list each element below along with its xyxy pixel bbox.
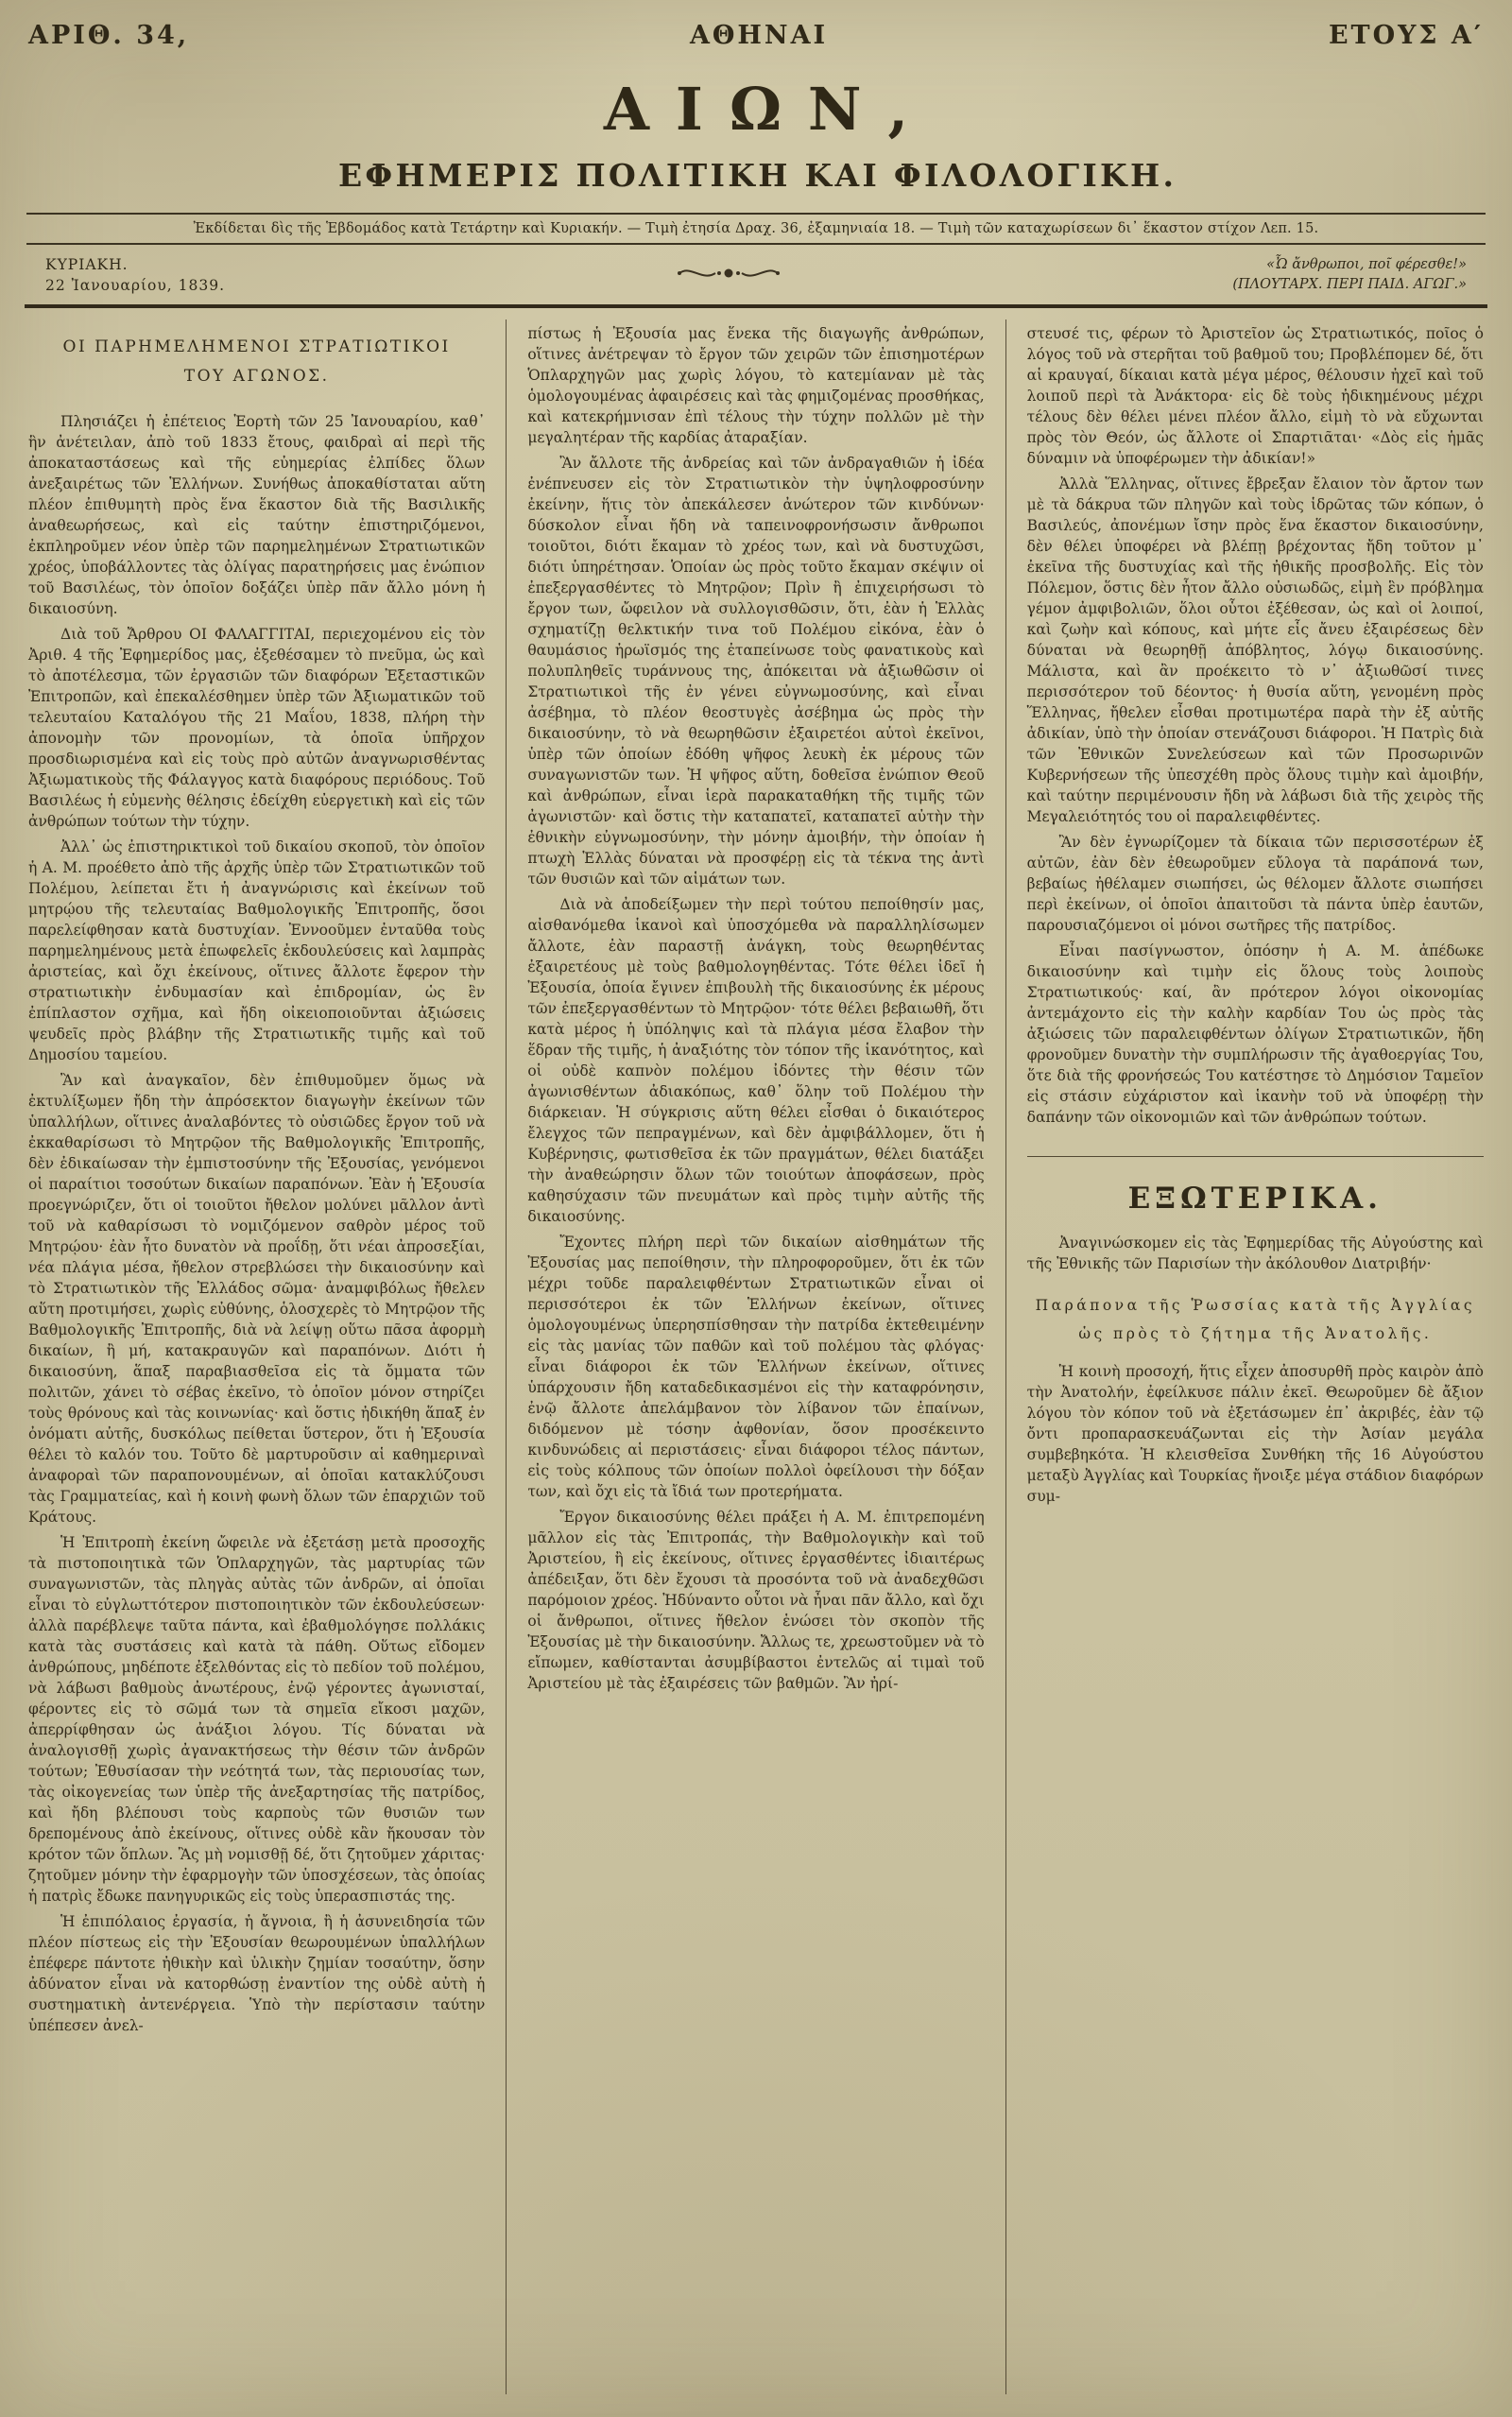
fleuron-ornament-icon	[672, 263, 785, 287]
divider-rule-heavy	[25, 304, 1487, 308]
paragraph-continuation: πίστως ἡ Ἐξουσία μας ἕνεκα τῆς διαγωγῆς ἀνθρώπων, οἵτινες ἀνέτρεψαν τὸ ἔργον τῶν χειρῶν τῶν ἐπισημοτέρων Ὁπλαρχηγῶν μας χωρὶς λόγου, τὸ κατεμίαναν μὲ τὰς ὁμολογουμένας ἀφαιρέσεις καὶ τὰς φημιζομένας προσθήκας, καὶ κατεκρήμνισαν ἐπὶ τέλους τὴν τύχην πολλῶν μὲ τὴν μεγαλητέραν τῆς καρδίας ἀταραξίαν.	[527, 324, 985, 446]
paragraph: Ἂν δὲν ἐγνωρίζομεν τὰ δίκαια τῶν περισσοτέρων ἐξ αὐτῶν, ἐὰν δὲν ἐθεωροῦμεν εὔλογα τὰ παράπονά των, βεβαίως ἠθέλαμεν σιωπήσει, ὡς θέλομεν ἄλλοτε σιωπήσει περὶ ἐκείνων, οἱ ὁποῖοι ἀπαιτοῦσι τὰ πάντα ὑπὲρ ἑαυτῶν, παρουσιαζόμενοι οἱ μόνοι σωτῆρες τῆς πατρίδος.	[1026, 833, 1484, 934]
paragraph: Ἔχοντες πλήρη περὶ τῶν δικαίων αἰσθημάτων τῆς Ἐξουσίας μας πεποίθησιν, τὴν πληροφοροῦμεν, ὅτι ἐκ τῶν μέχρι τοῦδε παραλειφθέντων Στρατιωτικῶν εἶναι οἱ περισσότεροι ἐκ τῶν Ἑλλήνων ἐκείνων, οἵτινες ὁμολογουμένως ὑπερησπίσθησαν τὴν πατρίδα ἐκτεθειμένην εἰς τὰς μανίας τῶν παθῶν καὶ τοῦ πολέμου τὰς φλόγας· εἶναι διάφοροι ἐκ τῶν Ἑλλήνων ἐκείνων, οἵτινες ὑπάρχουσιν ἤδη καταδεδικασμένοι εἰς τὴν καταφρόνησιν, ἐνῷ ἄλλοτε ἀπελάμβανον τὸν λίβανον τῶν ἐπαίνων, διδόμενον μὲ τόσην ἀφθονίαν, ὅσον προσέκειντο κινδυνώδεις αἱ περιστάσεις· εἶναι διάφοροι τέλος πάντων, εἰς τοὺς κόλπους τῶν ὁποίων πολλοὶ ὀφείλουσι τὴν δόξαν των, καὶ ὄχι εἰς τὰ ἴδιά των προτερήματα.	[527, 1233, 985, 1500]
paragraph: Ἔργον δικαιοσύνης θέλει πράξει ἡ Α. Μ. ἐπιτρεπομένη μᾶλλον εἰς τὰς Ἐπιτροπάς, τὴν Βαθμολογικὴν καὶ τοῦ Ἀριστείου, ἢ εἰς ἐκείνους, οἵτινες ἐργασθέντες ἰδιαιτέρως ἀπέδειξαν, ὅτι δὲν ἔχουσι τὰ προσόντα τοῦ νὰ ἀναδεχθῶσι παρόμοιον χρέος. Ἠδύναντο οὗτοι νὰ ἦναι πᾶν ἄλλο, καὶ ὄχι οἱ ἄνθρωποι, οἵτινες ἤθελον ἑνώσει τὸν σκοπὸν τῆς Ἐξουσίας μὲ τὴν δικαιοσύνην. Ἄλλως τε, χρεωστοῦμεν νὰ τὸ εἴπωμεν, καθίστανται ἀσυμβίβαστοι ἐντελῶς αἱ τιμαὶ τοῦ Ἀριστείου μὲ τὰς ἐξαιρέσεις τῶν βαθμῶν. Ἂν ἠρί-	[527, 1508, 985, 1692]
masthead-subtitle: ΕΦΗΜΕΡΙΣ ΠΟΛΙΤΙΚΗ ΚΑΙ ΦΙΛΟΛΟΓΙΚΗ.	[337, 157, 1177, 194]
paragraph: Διὰ νὰ ἀποδείξωμεν τὴν περὶ τούτου πεποίθησίν μας, αἰσθανόμεθα ἱκανοὶ καὶ ὑποσχόμεθα νὰ παραλληλίσωμεν ἄλλοτε, ἐὰν παραστῇ ἀνάγκη, τοὺς θεωρηθέντας ἐξαιρετέους μὲ τοὺς βαθμολογηθέντας. Τότε θέλει ἰδεῖ ἡ Ἐξουσία, ὁποία ἔγινεν ἐπιβουλὴ τῆς δικαιοσύνης ἐκ μέρους τῶν ἐπεξεργασθέντων τὸ Μητρῷον· τότε θέλει βεβαιωθῆ, ὅτι κατὰ μέρος ἡ ὑπόληψις καὶ τὰ πλάγια μέσα ἔλαβον τὴν ἕδραν τῆς τιμῆς, ἡ ἀναξιότης τὸν τόπον τῆς ἱκανότητος, καὶ οἱ οὐδὲ καπνὸν πολέμου ἰδόντες τὴν θέσιν τῶν ἀγωνισθέντων ἀδιακόπως, καθ᾽ ὅλην τοῦ Πολέμου τὴν διάρκειαν. Ἡ σύγκρισις αὕτη θέλει εἶσθαι ὁ δικαιότερος ἔλεγχος τῶν πεπραγμένων, καὶ δὲν ἀμφιβάλλομεν, ὅτι ἡ Κυβέρνησις, φωτισθεῖσα ἐκ τῶν πραγμάτων, θέλει διατάξει τὴν ἀναθεώρησιν ὅλων τῶν τοιούτων ἀποφάσεων, πρὸς καθησύχασιν τῶν πνευμάτων καὶ πρὸς τιμὴν αὐτῆς τῆς δικαιοσύνης.	[527, 895, 985, 1225]
issue-day: ΚΥΡΙΑΚΗ.	[45, 256, 129, 273]
divider-rule-top	[26, 213, 1486, 215]
section-divider-rule	[1027, 1156, 1484, 1157]
paragraph: Ἡ κοινὴ προσοχή, ἥτις εἶχεν ἀποσυρθῆ πρὸς καιρὸν ἀπὸ τὴν Ἀνατολήν, ἐφείλκυσε πάλιν ἐκεῖ. Θεωροῦμεν δὲ ἄξιον λόγου τὸν κόπον τοῦ νὰ ἐξετάσωμεν ἐπ᾽ ἀκριβές, ἐὰν τῷ ὄντι προπαρασκευάζωνται εἰς τὴν Ἀσίαν μεγάλα συμβεβηκότα. Ἡ κλεισθεῖσα Συνθήκη τῆς 16 Αὐγούστου μεταξὺ Ἀγγλίας καὶ Τουρκίας ἤνοιξε μέγα στάδιον διαφόρων συμ-	[1026, 1363, 1484, 1506]
column-1	[23, 319, 506, 2394]
divider-rule-mid	[26, 243, 1486, 245]
masthead	[23, 15, 1489, 308]
paragraph: Εἶναι πασίγνωστον, ὁπόσην ἡ Α. Μ. ἀπέδωκε δικαιοσύνην καὶ τιμὴν εἰς ὅλους τοὺς λοιποὺς Στρατιωτικούς· καί, ἂν πρότερον λόγοι οἰκονομίας ἀντεμάχοντο εἰς τὴν καλὴν καρδίαν Του ὡς πρὸς τὰς ἀξιώσεις τῶν παραλειφθέντων ὀλίγων Στρατιωτικῶν, ἤδη φρονοῦμεν δυνατὴν τὴν συμπλήρωσιν τῆς ἀγαθοεργίας Του, ὅτε διὰ τῆς φρονήσεώς Του κατέστησε τὸ Δημόσιον Ταμεῖον εἰς στάσιν εὐχάριστον καὶ ἱκανὴν τοῦ νὰ ὑποφέρῃ τὴν δαπάνην τῶν οἰκονομιῶν καὶ τῶν ἀνθρώπων τούτων.	[1026, 941, 1484, 1126]
masthead-top-row	[23, 15, 1489, 50]
paragraph: Ἂν ἄλλοτε τῆς ἀνδρείας καὶ τῶν ἀνδραγαθιῶν ἡ ἰδέα ἐνέπνευσεν εἰς τὸν Στρατιωτικὸν τὴν ὑψηλοφροσύνην ἐκείνην, ἥτις τὸν ἀπεκάλεσεν ἀνώτερον τῶν κινδύνων· δύσκολον εἶναι ἤδη νὰ ταπεινοφρονήσωσιν ἄνθρωποι τοιοῦτοι, διότι ἔκαμαν τὸ χρέος των, καὶ νὰ δυστυχῶσι, διότι ὑπηρέτησαν. Ὁποίαν ὡς πρὸς τοῦτο ἔκαμαν σκέψιν οἱ ἐπεξεργασθέντες τὸ Μητρῷον; Πρὶν ἢ ἐπιχειρήσωσι τὸ ἔργον των, ὤφειλον νὰ συλλογισθῶσιν, ὅτι, ἐὰν ἡ Ἑλλὰς σχηματίζῃ θελκτικήν τινα τοῦ Πολέμου εἰκόνα, ἐὰν ὁ θαυμάσιος ἡρωϊσμός της ἐταπείνωσε τοὺς φανατικοὺς καὶ πολυπληθεῖς τυράννους της, ἀπόκειται νὰ ἀξιωθῶσιν οἱ Στρατιωτικοὶ τῆς ἐν γένει εὐγνωμοσύνης, καὶ εἶναι ἀσέβημα, τὸ πλέον θεοστυγὲς ἀσέβημα ὡς πρὸς τὴν δικαιοσύνην, τὸ νὰ θεωρηθῶσιν ἐξαιρετέοι αὐτοὶ ἐκεῖνοι, ὑπὲρ τῶν ὁποίων ἐδόθη ψῆφος λευκὴ ἐκ μέρους τῶν συναγωνιστῶν των. Ἡ ψῆφος αὕτη, δοθεῖσα ἐνώπιον Θεοῦ καὶ ἀνθρώπων, εἶναι ἱερὰ παρακαταθήκη τῆς τιμῆς τῶν ἀγωνιστῶν· καὶ ὅστις τὴν καταπατεῖ, καταπατεῖ αὐτὴν τὴν ἐθνικὴν εὐγνωμοσύνην, τὴν μόνην ἀμοιβήν, τὴν ὁποίαν ἡ πτωχὴ Ἑλλὰς δύναται νὰ προσφέρῃ εἰς τὰ τέκνα της ἀντὶ τῶν θυσιῶν καὶ τῶν αἱμάτων των.	[527, 454, 985, 888]
paragraph-continuation: στευσέ τις, φέρων τὸ Ἀριστεῖον ὡς Στρατιωτικός, ποῖος ὁ λόγος τοῦ νὰ στερῆται τοῦ βαθμοῦ του; Προβλέπομεν δέ, ὅτι αἱ κραυγαί, δίκαιαι κατὰ μέγα μέρος, θέλουσιν ἠχεῖ καὶ τοῦ λοιποῦ περὶ τὰ Ἀνάκτορα· εἰς δὲ τοὺς ἠδικημένους μέχρι τέλους δὲν θέλει μένει πλέον ἄλλο, εἰμὴ τὸ νὰ εὔχωνται πρὸς τὸν Θεόν, ὡς ἄλλοτε οἱ Σπαρτιᾶται· «Δὸς εἰς ἡμᾶς δύναμιν νὰ ὑποφέρωμεν τὴν ἀδικίαν!»	[1026, 324, 1484, 467]
dateline	[45, 254, 1467, 297]
motto-quote: «Ὦ ἄνθρωποι, ποῖ φέρεσθε!»	[1266, 256, 1467, 272]
city-name: ΑΘΗΝΑΙ	[689, 21, 829, 50]
masthead-title: ΑΙΩΝ,	[603, 75, 935, 144]
article-title: ΟΙ ΠΑΡΗΜΕΛΗΜΕΝΟΙ ΣΤΡΑΤΙΩΤΙΚΟΙ ΤΟΥ ΑΓΩΝΟΣ.	[62, 337, 451, 386]
paragraph: Ἀναγινώσκομεν εἰς τὰς Ἐφημερίδας τῆς Αὐγούστης καὶ τῆς Ἐθνικῆς τῶν Παρισίων τὴν ἀκόλουθον Διατριβήν·	[1026, 1234, 1484, 1272]
publication-info: Ἐκδίδεται δὶς τῆς Ἑβδομάδος κατὰ Τετάρτην καὶ Κυριακήν. — Τιμὴ ἐτησία Δραχ. 36, ἐξαμηνιαία 18. — Τιμὴ τῶν καταχωρίσεων δι᾽ ἕκαστον στίχον Λεπ. 15.	[193, 221, 1319, 236]
paragraph: Πλησιάζει ἡ ἐπέτειος Ἑορτὴ τῶν 25 Ἰανουαρίου, καθ᾽ ἣν ἀνέτειλαν, ἀπὸ τοῦ 1833 ἔτους, φαιδραὶ αἱ περὶ τῆς ἀποκαταστάσεως καὶ τῆς εὐημερίας ἐλπίδες ὅλων ἀνεξαιρέτως τῶν Ἑλλήνων. Συνήθως ἀποκαθίσταται αὕτη πλέον ἐπιθυμητὴ πρὸς ἕνα ἕκαστον διὰ τῆς Βασιλικῆς ἀναθεωρήσεως, καὶ εἰς ταύτην ἐπιστηριζόμενοι, ἐκπληροῦμεν νέον ὑπὲρ τῶν παρημελημένων Στρατιωτικῶν χρέος, ὑποβάλλοντες τὰς ὀλίγας παρατηρήσεις μας ἐνώπιον τοῦ Βασιλέως, τὸν ὁποῖον δοξάζει ὑπὲρ πᾶν ἄλλο μόνη ἡ δικαιοσύνη.	[28, 413, 486, 618]
paragraph: Ἡ ἐπιπόλαιος ἐργασία, ἡ ἄγνοια, ἢ ἡ ἀσυνειδησία τῶν πλέον πίστεως εἰς τὴν Ἐξουσίαν θεωρουμένων ὑπαλλήλων ἐπέφερε πάντοτε ἠθικὴν καὶ ὑλικὴν ζημίαν τοσαύτην, ὅσην ἀδύνατον εἶναι νὰ κατορθώσῃ ἐναντίον της οὐδὲ αὐτὴ ἡ συστηματικὴ ἀντενέργεια. Ὑπὸ τὴν περίστασιν ταύτην ὑπέπεσεν ἀνελ-	[28, 1913, 486, 2035]
subsection-title: Παράπονα τῆς Ῥωσσίας κατὰ τῆς Ἀγγλίας ὡς πρὸς τὸ ζήτημα τῆς Ἀνατολῆς.	[1035, 1296, 1476, 1343]
issue-date-full: 22 Ἰανουαρίου, 1839.	[45, 277, 226, 295]
paragraph: Ἀλλ᾽ ὡς ἐπιστηρικτικοὶ τοῦ δικαίου σκοποῦ, τὸν ὁποῖον ἡ Α. Μ. προέθετο ἀπὸ τῆς ἀρχῆς ὑπὲρ τῶν Στρατιωτικῶν τοῦ Πολέμου, λείπεται ἔτι ἡ ἀναγνώρισις καὶ ἐκείνων τοῦ μητρῴου τῆς τελευταίας Βαθμολογικῆς Ἐπιτροπῆς, ὅσοι παρελείφθησαν κατὰ δυστυχίαν. Ἐννοοῦμεν ἐνταῦθα τοὺς παρημελημένους μετὰ ἐπωφελεῖς ἐκδουλεύσεις καὶ λαμπρὰς ἀριστείας, καὶ ὄχι ἐκείνους, οἵτινες ἄλλοτε ἔφερον τὴν στρατιωτικὴν ἐνδυμασίαν καὶ ἐπιδρομίαν, ὡς ἓν ἐπίπλαστον σχῆμα, καὶ ἤδη οἰκειοποιοῦνται ἀξιώσεις ψευδεῖς πρὸς βλάβην τῆς Στρατιωτικῆς τιμῆς καὶ τοῦ Δημοσίου ταμείου.	[28, 838, 486, 1064]
paragraph: Διὰ τοῦ Ἄρθρου ΟΙ ΦΑΛΑΓΓΙΤΑΙ, περιεχομένου εἰς τὸν Ἀριθ. 4 τῆς Ἐφημερίδος μας, ἐξεθέσαμεν τὸ πνεῦμα, ὡς καὶ τὸ ἀποτέλεσμα, τῶν ἐργασιῶν τῶν διαφόρων Ἐξεταστικῶν Ἐπιτροπῶν, καὶ ἐπεκαλέσθημεν ὑπὲρ τῶν Ἀξιωματικῶν τοῦ τελευταίου Καταλόγου τῆς 21 Μαΐου, 1838, πλήρη τὴν ἀπονομὴν τῶν προνομίων, τὰ ὁποῖα ὑπῆρχον προσδιωρισμένα καὶ εἰς τοὺς πρὸ αὐτῶν ἀναγνωρισθέντας Ἀξιωματικοὺς τῆς Φάλαγγος κατὰ διαφόρους περιόδους. Τοῦ Βασιλέως ἡ εὐμενὴς θέλησις ἐδείχθη εὐεργετικὴ καὶ εἰς τῶν ἀνθρώπων τούτων τὴν τύχην.	[28, 626, 486, 831]
paragraph: Ἡ Ἐπιτροπὴ ἐκείνη ὤφειλε νὰ ἐξετάσῃ μετὰ προσοχῆς τὰ πιστοποιητικὰ τῶν Ὁπλαρχηγῶν, τὰς μαρτυρίας τῶν συναγωνιστῶν, τὰς πληγὰς αὐτὰς τῶν ἀνδρῶν, αἱ ὁποῖαι εἶναι τὸ εὐγλωττότερον πιστοποιητικὸν τῶν ἐκδουλεύσεων· ἀλλὰ παρέβλεψε ταῦτα πάντα, καὶ ἐβαθμολόγησε πολλάκις κατὰ τὰς συστάσεις καὶ κατὰ τὰ πάθη. Οὕτως εἴδομεν ἀνθρώπους, μηδέποτε ἐξελθόντας εἰς τὸ πεδίον τοῦ πολέμου, νὰ λάβωσι βαθμοὺς ἀνωτέρους, ἐνῷ γέροντες ἀγωνισταί, φέροντες εἰς τὸ σῶμά των τὰ σημεῖα εἴκοσι μαχῶν, ἀπερρίφθησαν ὡς ἀνάξιοι λόγου. Τίς δύναται νὰ ἀναλογισθῇ χωρὶς ἀγανακτήσεως τὴν θέσιν τῶν ἀνδρῶν τούτων; Ἐθυσίασαν τὴν νεότητά των, τὰς περιουσίας των, τὰς οἰκογενείας των ὑπὲρ τῆς ἀνεξαρτησίας τῆς πατρίδος, καὶ ἤδη βλέπουσι τοὺς καρποὺς τῶν θυσιῶν των δρεπομένους ἀπὸ ἐκείνους, οἵτινες οὐδὲ κἂν ἤκουσαν τὸν κρότον τῶν ὅπλων. Ἂς μὴ νομισθῇ δέ, ὅτι ζητοῦμεν χάριτας· ζητοῦμεν μόνην τὴν ἐφαρμογὴν τῶν ὑποσχέσεων, τὰς ὁποίας ἡ πατρὶς ἔδωκε πανηγυρικῶς εἰς τοὺς ὑπερασπιστάς της.	[28, 1534, 486, 1906]
column-3	[1006, 319, 1489, 2394]
issue-number: ΑΡΙΘ. 34,	[28, 21, 190, 50]
page-columns	[23, 319, 1489, 2394]
section-title-exoterika: ΕΞΩΤΕΡΙΚΑ.	[1127, 1181, 1383, 1216]
volume-year: ΕΤΟΥΣ Α′	[1328, 21, 1484, 50]
paragraph: Ἀλλὰ Ἕλληνας, οἵτινες ἔβρεξαν ἔλαιον τὸν ἄρτον των μὲ τὰ δάκρυα τῶν πληγῶν καὶ τοὺς ἱδρῶτας τῶν κόπων, ὁ Βασιλεύς, ἀπονέμων ἴσην πρὸς ἕνα ἕκαστον δικαιοσύνην, δὲν θέλει ὑποφέρει νὰ βλέπῃ βρέχοντας ἤδη τοῦτον μ᾽ ἐκεῖνα τῆς δυστυχίας καὶ τῆς ἠθικῆς προσβολῆς. Εἰς τὸν Πόλεμον, ὅστις δὲν ἦτον ἄλλο οὐσιωδῶς, εἰμὴ ἓν πρόβλημα γέμον ἀμφιβολιῶν, ὅλοι οὗτοι ἐξέθεσαν, ὡς καὶ οἱ λοιποί, καὶ ζωὴν καὶ κόπους, καὶ μήτε εἷς ἄνευ ἐξαιρέσεως δὲν δύναται νὰ θεωρηθῇ ἀπόβλητος, λόγῳ δικαιοσύνης. Μάλιστα, καὶ ἂν προέκειτο τὸ ν᾽ ἀξιωθῶσί τινες περισσότερον τοῦ δέοντος· ἡ θυσία αὕτη, γενομένη πρὸς Ἕλληνας, ἤθελεν εἶσθαι προτιμωτέρα παρὰ τὴν ἐξ αὐτῆς ἀδικίαν, ὑπὸ τὴν ὁποίαν στενάζουσι διάφοροι. Ἡ Πατρὶς διὰ τῶν Ἐθνικῶν Συνελεύσεων καὶ τῶν Προσωρινῶν Κυβερνήσεων τῆς ὑπεσχέθη πρὸς ὅλους τιμὴν καὶ ἀμοιβήν, καὶ ταύτην περιμένουσιν ἤδη νὰ λάβωσι διὰ τῆς χειρὸς τῆς Μεγαλειότητός του οἱ παραλειφθέντες.	[1026, 475, 1484, 825]
issue-date	[45, 254, 225, 297]
paragraph: Ἂν καὶ ἀναγκαῖον, δὲν ἐπιθυμοῦμεν ὅμως νὰ ἐκτυλίξωμεν ἤδη τὴν ἀπρόσεκτον διαγωγὴν ἐκείνων τῶν ὑπαλλήλων, οἵτινες ἀναλαβόντες τὸ οὐσιῶδες ἔργον τοῦ νὰ ἐκκαθαρίσωσι τὸ Μητρῷον τῆς Βαθμολογικῆς Ἐπιτροπῆς, δὲν ἐδικαίωσαν τὴν ἐμπιστοσύνην τῆς Ἐξουσίας, γενόμενοι οἱ παραίτιοι τοσούτων δικαίων παραπόνων. Ἐὰν ἡ Ἐξουσία προεγνώριζεν, ὅτι οἱ τοιοῦτοι ἤθελον μολύνει μᾶλλον ἀντὶ τοῦ νὰ καθαρίσωσι τὸ νομιζόμενον σαθρὸν μέρος τοῦ Μητρῴου· ἐὰν ἦτο δυνατὸν νὰ προΐδῃ, ὅτι νέαι ἀπροσεξίαι, νέα πλάγια μέσα, ἤθελον στρεβλώσει τὴν δικαιοσύνην καὶ τὸ Στρατιωτικὸν τῆς Ἑλλάδος σῶμα· ἀναμφιβόλως ἤθελεν αὕτη προτιμήσει, χωρὶς εὐθύνης, ὁλοσχερὲς τὸ Μητρῷον τῆς Βαθμολογικῆς Ἐπιτροπῆς, διὰ νὰ λείψῃ οὕτω πᾶσα ἀφορμὴ δικαίων, ἢ μή, κατακραυγῶν καὶ παραπόνων. Διότι ἡ δικαιοσύνη, ἅπαξ παραβιασθεῖσα εἰς τὰ ὄμματα τῶν πολιτῶν, χάνει τὸ σέβας ἐκεῖνο, τὸ ὁποῖον μόνον στηρίζει τοὺς θρόνους καὶ τὰς κοινωνίας· καὶ ὅστις ἠδικήθη ἅπαξ ἐν ὀνόματι αὐτῆς, δυσκόλως πείθεται ὕστερον, ὅτι ἡ Ἐξουσία θέλει τὸ καλόν του. Τοῦτο δὲ μαρτυροῦσιν αἱ καθημεριναὶ ἀναφοραὶ τῶν παραπονουμένων, αἱ ὁποῖαι κατακλύζουσι τὰς Γραμματείας, καὶ ἡ κοινὴ φωνὴ ὅλων τῶν ἐπαρχιῶν τοῦ Κράτους.	[28, 1072, 486, 1527]
motto	[1232, 255, 1467, 297]
motto-source: (ΠΛΟΥΤΑΡΧ. ΠΕΡΙ ΠΑΙΔ. ΑΓΩΓ.»	[1232, 277, 1467, 293]
column-2	[506, 319, 1005, 2394]
